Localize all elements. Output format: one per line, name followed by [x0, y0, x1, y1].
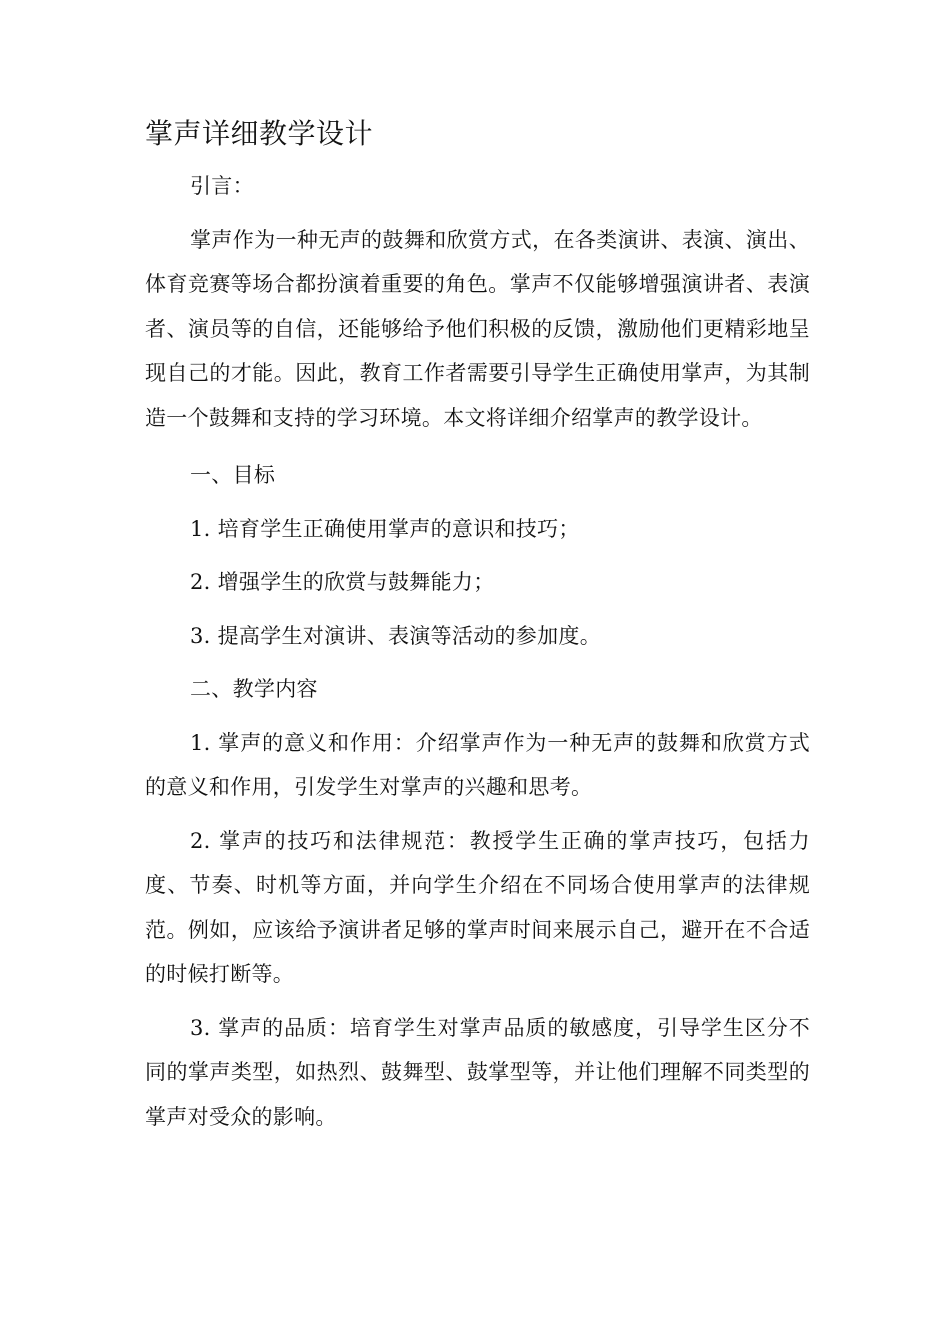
content-item: 2. 掌声的技巧和法律规范：教授学生正确的掌声技巧，包括力度、节奏、时机等方面，并向学生介绍在不同场合使用掌声的法律规范。例如，应该给予演讲者足够的掌声时间来展示自己，避开在不合适的时候打断等。	[145, 828, 810, 986]
intro-heading: 引言：	[190, 174, 254, 198]
content-item: 3. 掌声的品质：培育学生对掌声品质的敏感度，引导学生区分不同的掌声类型，如热烈、鼓舞型、鼓掌型等，并让他们理解不同类型的掌声对受众的影响。	[145, 1015, 810, 1129]
goal-item: 2. 增强学生的欣赏与鼓舞能力；	[190, 570, 495, 594]
section-heading-goals: 一、目标	[190, 463, 276, 487]
intro-paragraph: 掌声作为一种无声的鼓舞和欣赏方式，在各类演讲、表演、演出、体育竞赛等场合都扮演着重要的角色。掌声不仅能够增强演讲者、表演者、演员等的自信，还能够给予他们积极的反馈，激励他们更精彩地呈现自己的才能。因此，教育工作者需要引导学生正确使用掌声，为其制造一个鼓舞和支持的学习环境。本文将详细介绍掌声的教学设计。	[145, 227, 810, 430]
section-heading-content: 二、教学内容	[190, 677, 318, 701]
document-title: 掌声详细教学设计	[145, 117, 374, 150]
goal-item: 3. 提高学生对演讲、表演等活动的参加度。	[190, 623, 602, 648]
goal-item: 1. 培育学生正确使用掌声的意识和技巧；	[190, 516, 580, 541]
content-item: 1. 掌声的意义和作用：介绍掌声作为一种无声的鼓舞和欣赏方式的意义和作用，引发学生对掌声的兴趣和思考。	[145, 730, 810, 799]
document-body	[145, 112, 810, 1139]
